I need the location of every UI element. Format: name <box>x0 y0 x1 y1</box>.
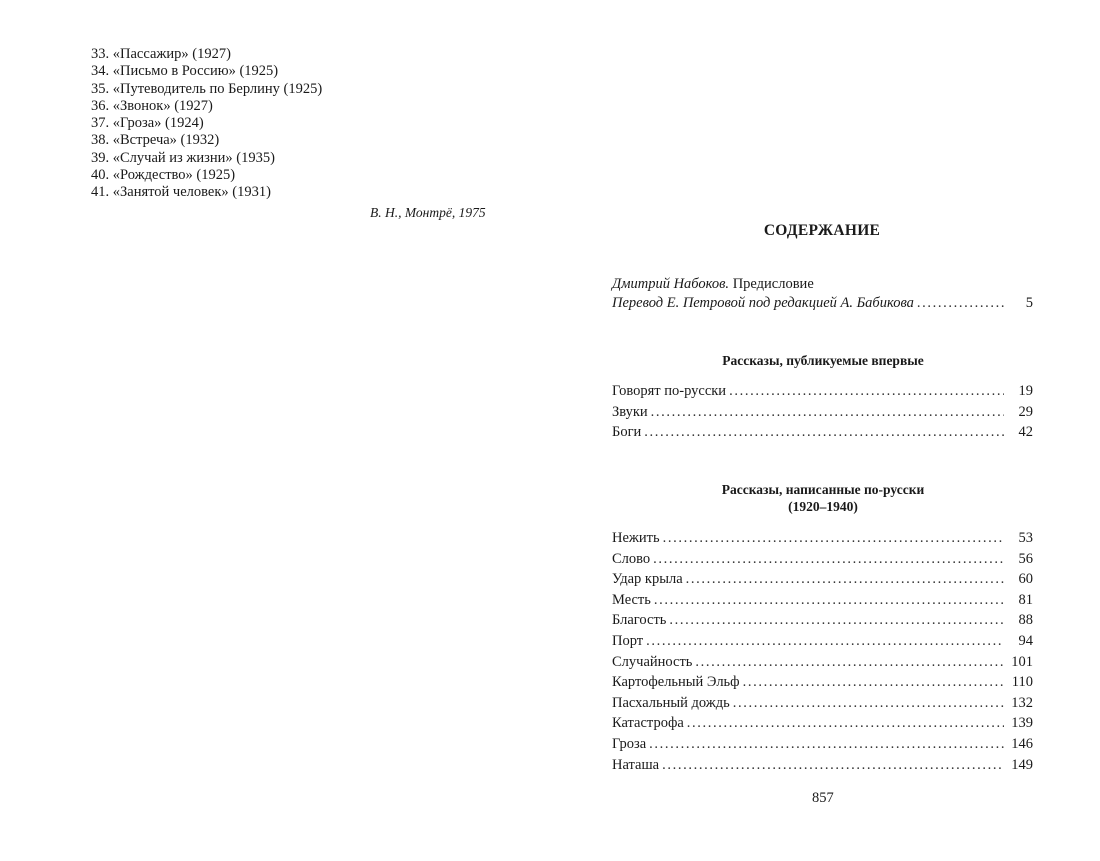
dot-leader <box>646 631 1004 652</box>
toc-title: Звуки <box>612 403 648 420</box>
toc-page: 81 <box>1018 591 1033 608</box>
dot-leader <box>649 734 1004 755</box>
preface-translation: Перевод Е. Петровой под редакцией А. Бабикова <box>612 295 914 311</box>
toc-entry <box>612 569 1033 590</box>
list-item: 39. «Случай из жизни» (1935) <box>91 149 275 166</box>
list-item: 38. «Встреча» (1932) <box>91 132 220 149</box>
toc-page: 88 <box>1018 612 1033 629</box>
toc-title: Катастрофа <box>612 715 684 732</box>
preface-page: 5 <box>1025 295 1033 311</box>
dot-leader <box>686 569 1004 590</box>
list-item: 41. «Занятой человек» (1931) <box>91 184 271 201</box>
section-heading-unpublished: Рассказы, публикуемые впервые <box>722 353 924 368</box>
toc-page: 60 <box>1018 571 1033 588</box>
dot-leader <box>917 295 1004 312</box>
toc-title: Пасхальный дождь <box>612 694 730 711</box>
section-heading-russian <box>612 481 1034 515</box>
dot-leader <box>669 610 1004 631</box>
toc-page: 149 <box>1011 756 1033 773</box>
toc-entry <box>612 652 1033 673</box>
preface-translation-line <box>612 295 1033 312</box>
toc-section-unpublished <box>612 381 1033 443</box>
list-item: 37. «Гроза» (1924) <box>91 115 204 132</box>
toc-entry <box>612 693 1033 714</box>
toc-entry <box>612 590 1033 611</box>
toc-title: Благость <box>612 612 667 629</box>
dot-leader <box>653 549 1004 570</box>
toc-title: Картофельный Эльф <box>612 674 740 691</box>
preface-author: Дмитрий Набоков. <box>612 276 730 292</box>
toc-entry <box>612 610 1033 631</box>
list-item: 40. «Рождество» (1925) <box>91 167 236 184</box>
toc-entry <box>612 381 1033 402</box>
toc-title: Случайность <box>612 653 693 670</box>
list-item: 34. «Письмо в Россию» (1925) <box>91 63 279 80</box>
toc-section-russian <box>612 528 1033 775</box>
toc-page: 146 <box>1011 735 1033 752</box>
dot-leader <box>687 713 1004 734</box>
toc-page: 94 <box>1018 632 1033 649</box>
toc-page: 29 <box>1018 403 1033 420</box>
toc-entry <box>612 422 1033 443</box>
toc-page: 110 <box>1011 674 1033 691</box>
toc-title: Говорят по-русски <box>612 383 727 399</box>
section-heading-years: (1920–1940) <box>788 499 858 514</box>
dot-leader <box>663 528 1004 549</box>
toc-title: Нежить <box>612 530 660 546</box>
toc-title: Гроза <box>612 735 647 752</box>
dot-leader <box>662 755 1004 776</box>
toc-entry <box>612 734 1033 755</box>
dot-leader <box>651 402 1004 423</box>
preface-label: Предисловие <box>729 276 814 292</box>
toc-title: Слово <box>612 550 651 567</box>
toc-entry <box>612 549 1033 570</box>
toc-title: Удар крыла <box>612 571 683 588</box>
toc-title: Боги <box>612 424 642 441</box>
toc-page: 53 <box>1018 530 1033 546</box>
dot-leader <box>695 652 1004 673</box>
preface-heading <box>612 276 1034 295</box>
toc-entry <box>612 672 1033 693</box>
toc-title: Порт <box>612 632 644 649</box>
toc-page: 101 <box>1011 653 1033 670</box>
toc-page: 139 <box>1011 715 1033 732</box>
toc-entry <box>612 713 1033 734</box>
list-item: 35. «Путеводитель по Берлину (1925) <box>91 80 323 97</box>
toc-entry <box>612 755 1033 776</box>
preface-entry <box>612 276 1034 312</box>
toc-entry <box>612 528 1033 549</box>
story-list <box>91 46 322 202</box>
author-signature: В. Н., Монтрё, 1975 <box>370 205 486 220</box>
dot-leader <box>733 693 1004 714</box>
toc-entry <box>612 402 1033 423</box>
dot-leader <box>644 422 1004 443</box>
toc-title: Наташа <box>612 756 660 773</box>
dot-leader <box>729 381 1004 402</box>
toc-page: 132 <box>1011 694 1033 711</box>
toc-title: Месть <box>612 591 651 608</box>
toc-page: 19 <box>1018 383 1033 399</box>
toc-entry <box>612 631 1033 652</box>
list-item: 33. «Пассажир» (1927) <box>91 46 231 62</box>
list-item: 36. «Звонок» (1927) <box>91 97 213 114</box>
toc-page: 56 <box>1018 550 1033 567</box>
page-number: 857 <box>812 790 834 806</box>
section-heading-line: Рассказы, написанные по-русски <box>721 482 925 497</box>
dot-leader <box>654 590 1004 611</box>
contents-title: СОДЕРЖАНИЕ <box>763 222 881 239</box>
dot-leader <box>743 672 1004 693</box>
toc-page: 42 <box>1018 424 1033 441</box>
